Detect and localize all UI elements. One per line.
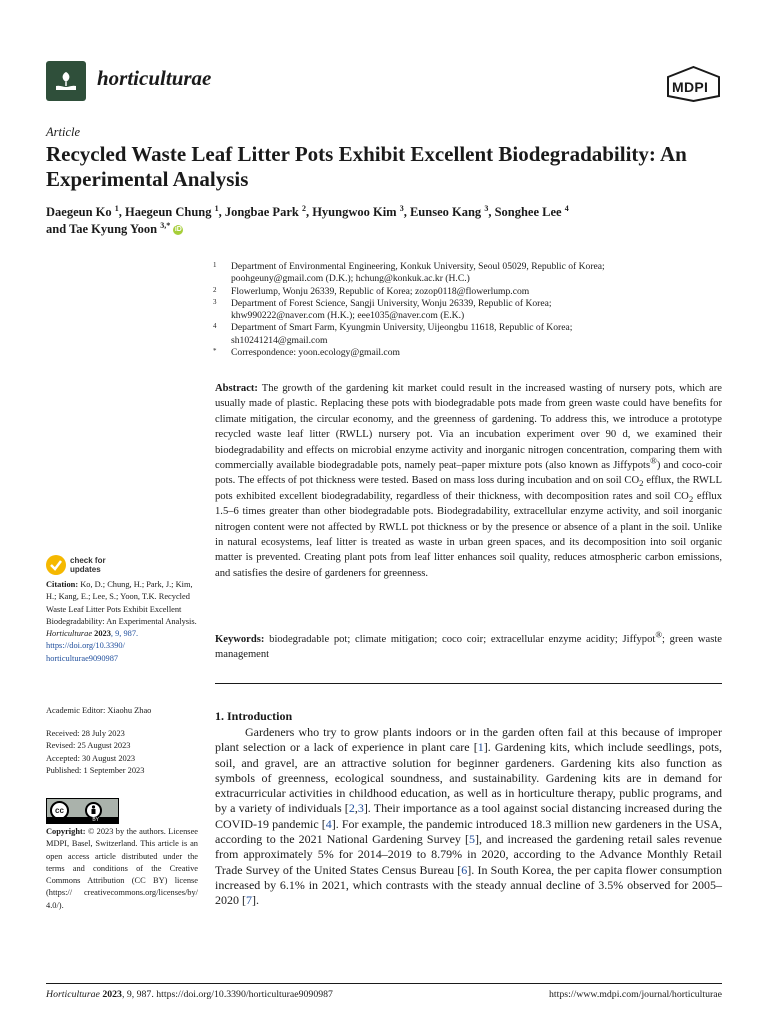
- body-text: ]. Gardening kits, which include seedlings, pots, soil, and gravel, are an attractive solution for beginner gardeners. Gardening kits also function as symbols of greenness, ecological soundness, and sustainability. Gardening kits are in demand for extracurricular activities in childhood education, as well as in horticulture therapy, public programs, and by a variety of individuals [: [215, 740, 722, 816]
- published-date: Published: 1 September 2023: [46, 765, 145, 775]
- check-updates-icon: [46, 555, 66, 575]
- keywords-label: Keywords:: [215, 634, 265, 645]
- journal-name: horticulturae: [97, 66, 212, 90]
- copyright-block: [46, 826, 198, 912]
- affiliation-line: poohgeuny@gmail.com (D.K.); hchung@konkuk.ac.kr (H.C.): [231, 273, 470, 285]
- footer-journal-url[interactable]: https://www.mdpi.com/journal/horticulturae: [549, 989, 722, 1000]
- author-name[interactable]: Jongbae Park: [224, 205, 299, 219]
- keywords-text: biodegradable pot; climate mitigation; coco coir; extracellular enzyme acidity; Jiffypot: [269, 634, 656, 645]
- received-date: Received: 28 July 2023: [46, 729, 125, 738]
- dates-block: [46, 728, 198, 777]
- citation-link[interactable]: 1: [477, 740, 484, 755]
- footer-journal: Horticulturae: [46, 989, 100, 1000]
- author-name[interactable]: Haegeun Chung: [125, 205, 212, 219]
- accepted-date: Accepted: 30 August 2023: [46, 753, 136, 763]
- subscript: 2: [639, 478, 644, 489]
- footer-citation: [46, 989, 333, 1000]
- citation-text: Ko, D.; Chung, H.; Park, J.; Kim, H.; Kang, E.; Lee, S.; Yoon, T.K. Recycled Waste Leaf Litter Pots Exhibit Excellent Biodegradability: An Experimental Analysis.: [46, 580, 197, 626]
- affiliation-number: 1: [213, 261, 217, 269]
- body-text: Gardeners who try to grow plants indoors or in the garden often fail at this because of improper plant selection or a lack of experience in plant care [: [215, 725, 722, 755]
- abstract-text: ) and coco-coir pots. The effects of pot thickness were tested. Based on mass loss during incubation and on soil CO: [215, 460, 722, 487]
- footer-divider: [46, 983, 722, 984]
- citation-link[interactable]: 5: [469, 832, 476, 847]
- keywords: [215, 629, 722, 663]
- author-name[interactable]: Songhee Lee: [494, 205, 562, 219]
- author-name[interactable]: Daegeun Ko: [46, 205, 112, 219]
- registered-mark: ®: [650, 455, 657, 466]
- citation-link[interactable]: 6: [461, 862, 468, 877]
- author-name[interactable]: Tae Kyung Yoon: [69, 222, 158, 236]
- copyright-label: Copyright:: [46, 827, 86, 836]
- affiliation-number: 3: [213, 297, 217, 306]
- citation-link[interactable]: 7: [246, 893, 252, 908]
- plant-in-hand-icon: [51, 66, 81, 96]
- keywords-text: ; green waste management: [215, 634, 722, 661]
- affiliation-item: [208, 298, 728, 323]
- creative-commons-icon: cc: [50, 801, 69, 820]
- citation-link[interactable]: 3: [357, 801, 364, 816]
- check-for-updates-badge[interactable]: [46, 555, 106, 575]
- affiliation-number: 2: [213, 285, 217, 294]
- footer-year: 2023: [102, 989, 122, 1000]
- section-divider: [215, 683, 722, 684]
- cc-by-label: BY: [46, 817, 119, 824]
- body-text: ]. For example, the pandemic introduced 18.3 million new gardeners in the USA, according to the 2021 National Gardening Survey [: [215, 816, 722, 847]
- citation-link[interactable]: 4: [325, 816, 332, 831]
- citation-doi[interactable]: , 9, 987. https://doi.org/10.3390/ horticulturae9090987: [46, 629, 139, 663]
- author-affiliation-marker: 2: [301, 203, 306, 213]
- affiliation-item: [208, 261, 728, 286]
- copyright-text: © 2023 by the authors. Licensee MDPI, Basel, Switzerland. This article is an open access article distributed under the terms and conditions of the Creative Commons Attribution (CC BY) license (https:// creativecommons.org/licenses/by/ 4.0/).: [46, 827, 198, 910]
- citation-label: Citation:: [46, 580, 79, 589]
- abstract-text: efflux 1.5–6 times greater than other biodegradable pots. Biodegradability, extracellular enzyme activity, and soil inorganic nitrogen content were not affected by RWLL pot thickness or by the presence or absence of a plant in the soil. Unlike in natural ecosystems, leaf litter is treated as waste in urban green spaces, and its decomposition into soil organic matter is prevented. Creating plant pots from leaf litter enhances soil quality, reduces atmospheric carbon emissions, and satisfies the desire of gardeners for greenness.: [215, 490, 722, 579]
- revised-date: Revised: 25 August 2023: [46, 741, 131, 751]
- introduction-paragraph: [215, 725, 722, 909]
- citation-block: [46, 579, 198, 665]
- body-text: ,: [354, 801, 358, 816]
- affiliations: [208, 261, 728, 359]
- journal-logo[interactable]: [46, 61, 86, 101]
- affiliation-number: *: [213, 347, 217, 356]
- article-title: Recycled Waste Leaf Litter Pots Exhibit Excellent Biodegradability: An Experimental Analysis: [46, 142, 687, 191]
- subscript: 2: [688, 493, 694, 504]
- affiliation-line: sh10241214@gmail.com: [231, 334, 328, 346]
- affiliation-item: [208, 286, 728, 298]
- affiliation-item: [208, 322, 728, 347]
- author-affiliation-marker: 1: [214, 203, 219, 213]
- citation-year: 2023: [94, 629, 111, 639]
- affiliation-number: 4: [213, 322, 217, 331]
- check-updates-line: check for: [70, 556, 106, 565]
- correspondence-line: Correspondence: yoon.ecology@gmail.com: [231, 347, 400, 359]
- abstract-text: The growth of the gardening kit market could result in the increased wasting of nursery pots, which are usually made of plastic. Replacing these pots with biodegradable pots made from green waste could have benefits for climate mitigation, the circular economy, and the greenness of gardening. To address this, we introduce a prototype recycled waste leaf litter (RWLL) nursery pot. Via an incubation experiment over 90 d, we examined their biodegradability and effects on microbial enzyme activity and inorganic nitrogen concentration, comparing them with commercially available biodegradable pots, namely peat–paper mixture pots (also known as Jiffypots: [215, 383, 722, 472]
- author-name[interactable]: Eunseo Kang: [409, 205, 482, 219]
- affiliation-line: Department of Smart Farm, Kyungmin University, Uijeongbu 11618, Republic of Korea;: [231, 322, 573, 334]
- registered-mark: ®: [655, 629, 663, 640]
- mdpi-logo-text: MDPI: [672, 79, 709, 95]
- affiliation-line: Department of Environmental Engineering, Konkuk University, Seoul 05029, Republic of Korea;: [231, 261, 605, 272]
- citation-journal: Horticulturae: [46, 629, 93, 639]
- author-list: Daegeun Ko $^1$, Haegeun Chung $^1$, Jongbae Park $^2$, Hyungwoo Kim $^3$, Eunseo Kang $^3$, Songhee Lee $^4$ and Tae Kyung Yoon $^{3,*}$ iD: [46, 203, 569, 236]
- body-text: ].: [252, 893, 259, 908]
- affiliation-line: Flowerlump, Wonju 26339, Republic of Korea; zozop0118@flowerlump.com: [231, 285, 530, 297]
- body-text: ]. In South Korea, the per capita flower consumption increased by 6.1% in 2021, which contrasts with the steady annual decline of 3.5% observed for 2005–2020 [: [215, 862, 722, 908]
- check-updates-line: updates: [70, 565, 101, 574]
- author-affiliation-marker: 1: [114, 203, 119, 213]
- author-affiliation-marker: 3,*: [160, 220, 171, 230]
- body-text: ], and increased the gardening retail sales revenue from approximately 5% for 2014–2019 to 8.79% in 2020, according to the Advance Monthly Retail Trade Survey of the United States Census Bureau [: [215, 832, 722, 877]
- abstract-text: efflux, the RWLL pots exhibited excellent biodegradability, regardless of their thickness, with decomposition rates and soil CO: [215, 475, 722, 502]
- footer-doi[interactable]: , 9, 987. https://doi.org/10.3390/horticulturae9090987: [121, 989, 333, 1000]
- affiliation-item: [208, 347, 728, 359]
- author-affiliation-marker: 4: [564, 203, 569, 213]
- author-name[interactable]: Hyungwoo Kim: [312, 205, 397, 219]
- orcid-icon[interactable]: iD: [174, 226, 182, 234]
- abstract-label: Abstract:: [215, 383, 258, 394]
- affiliation-line: Department of Forest Science, Sangji University, Wonju 26339, Republic of Korea;: [231, 297, 552, 309]
- introduction-heading: 1. Introduction: [215, 709, 293, 723]
- abstract: [215, 381, 722, 581]
- academic-editor: Academic Editor: Xiaohu Zhao: [46, 706, 152, 715]
- citation-link[interactable]: 2: [348, 801, 355, 816]
- author-affiliation-marker: 3: [484, 203, 489, 213]
- body-text: ]. Their importance as a tool against social distancing increased during the COVID-19 pandemic [: [215, 801, 722, 831]
- article-type: Article: [46, 125, 81, 139]
- author-affiliation-marker: 3: [399, 203, 404, 213]
- affiliation-line: khw990222@naver.com (H.K.); eee1035@naver.com (E.K.): [231, 310, 465, 322]
